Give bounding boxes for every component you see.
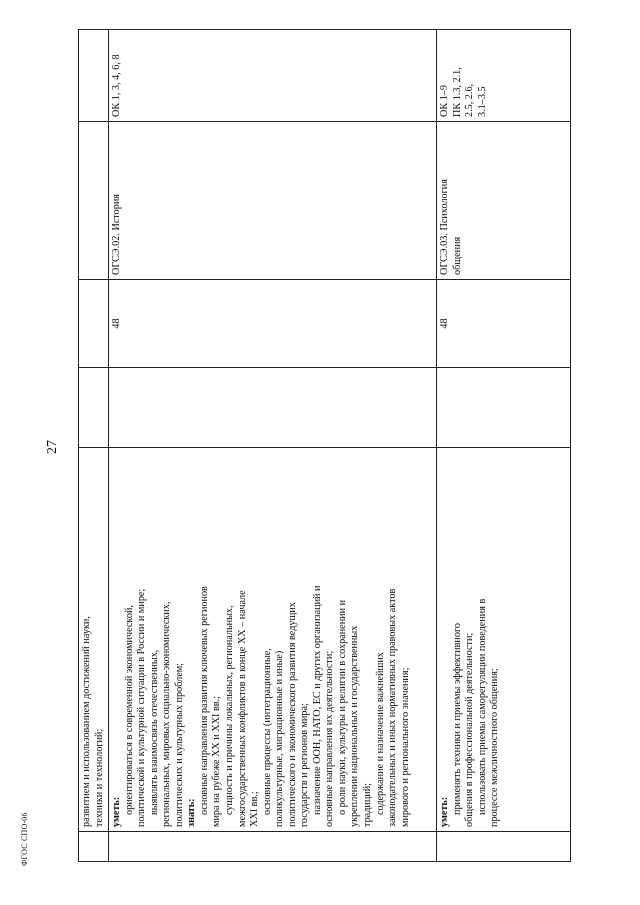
competencies-cell [437,30,571,122]
competency-line: ПК 1.3, 2.1, [451,67,463,117]
text-line: региональных, мировых социально-экономических, [161,601,173,827]
discipline-cell [79,122,109,280]
required-hours-cell: 48 [109,280,437,368]
text-line: основные процессы (интеграционные, [261,648,273,815]
competency-line: 2.5, 2.6, [464,83,476,117]
text-line: развитием и использованием достижений науки, [81,616,92,827]
table-row-intro [79,30,109,862]
text-line: межгосударственных конфликтов в конце XX – начале [236,590,248,827]
section-label: уметь: [439,796,451,827]
max-hours-cell [437,368,571,448]
footer-code: ФГОС СПО-06 [20,812,29,866]
text-line: использовать приемы саморегуляции поведения в [476,598,488,815]
requirements-table [78,29,571,862]
max-hours-cell [109,368,437,448]
required-hours-cell [79,280,109,368]
text-line: процессе межличностного общения; [489,668,501,827]
competency-line: ОК 1–9 [439,85,451,117]
text-line: общения в профессиональной деятельности; [464,632,476,827]
discipline-cell: ОГСЭ.02. История [109,122,437,280]
index-cell [437,832,571,862]
text-line: ориентироваться в современной экономической, [123,605,135,815]
text-line: государств и регионов мира; [299,703,311,827]
max-hours-cell [79,368,109,448]
competency-line: 3.1–3.5 [476,86,488,117]
text-line: сущность и причины локальных, региональных, [224,605,236,815]
index-cell [79,832,109,862]
required-hours-cell: 48 [437,280,571,368]
text-line: законодательных и иных нормативных правовых актов [387,588,399,827]
requirements-cell [437,448,571,832]
text-line: выявлять взаимосвязь отечественных, [148,649,160,815]
text-line: техники и технологий; [93,728,105,827]
competencies-cell: ОК 1, 3, 4, 6, 8 [109,30,437,122]
text-line: поликультурные, миграционные и иные) [274,650,286,827]
section-label: уметь: [111,796,123,827]
competencies-cell [79,30,109,122]
rotated-standard-table [78,30,558,862]
page-number: 27 [45,440,60,454]
text-line: мирового и регионального значения; [399,667,411,827]
text-line: о роли науки, культуры и религии в сохранении и [336,599,348,815]
text-line: основные направления их деятельности; [324,650,336,827]
table-row-history [109,30,437,862]
text-line: укреплении национальных и государственных [349,625,361,827]
discipline-cell [437,122,571,280]
text-line: XXI вв.; [249,791,261,827]
requirements-cell [109,448,437,832]
requirements-cell [79,448,109,832]
text-line: основные направления развития ключевых регионов [198,586,210,815]
table-row-psychology [437,30,571,862]
text-line: традиций; [362,782,374,827]
text-line: применять техники и приемы эффективного [451,623,463,815]
text-line: мира на рубеже XX и XXI вв.; [211,696,223,827]
index-cell [109,832,437,862]
section-label: знать: [186,798,198,827]
text-line: назначение ООН, НАТО, ЕС и других организаций и [311,585,323,815]
text-line: политической и культурной ситуации в России и мире; [136,588,148,827]
discipline-line: общения [451,236,463,275]
discipline-line: ОГСЭ.03. Психология [439,179,451,275]
text-line: содержание и назначение важнейших [374,652,386,815]
text-line: политического и экономического развития ведущих [286,602,298,827]
text-line: политических и культурных проблем; [173,663,185,827]
